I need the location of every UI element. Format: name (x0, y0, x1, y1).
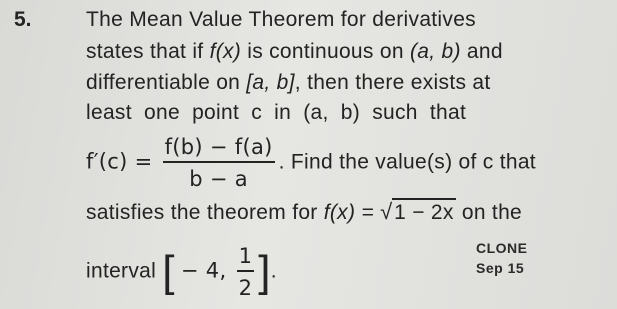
radical-sign-icon: √ (380, 199, 393, 224)
stamp-clone: CLONE (476, 240, 528, 256)
text: . Find the value(s) of c that (278, 150, 536, 174)
text: on the (455, 201, 523, 224)
interval-fraction (237, 244, 255, 300)
question-line-3 (86, 71, 491, 95)
mvt-fraction (163, 135, 275, 191)
left-bracket-icon: [ (162, 247, 175, 296)
interval-denominator: 2 (238, 276, 253, 300)
question-line-6 (86, 201, 522, 225)
square-root (380, 201, 456, 225)
text: states that if (86, 40, 210, 63)
text: and (460, 40, 503, 63)
mvt-lhs: f′(c) = (86, 149, 153, 174)
text: interval (86, 259, 157, 283)
right-bracket-icon: ] (258, 247, 271, 296)
closed-interval: [a, b] (246, 71, 295, 94)
question-line-2 (86, 40, 503, 64)
text: . (270, 259, 277, 283)
radicand: 1 − 2x (392, 198, 456, 224)
interval-line (86, 244, 277, 300)
function-fx: f(x) (209, 40, 242, 63)
open-interval: (a, b) (409, 40, 461, 63)
mvt-formula-line (86, 135, 536, 191)
text: satisfies the theorem for (86, 201, 324, 224)
function-definition: f(x) = (323, 201, 374, 224)
question-line-4: least one point c in (a, b) such that (86, 101, 467, 124)
mvt-numerator: f(b) − f(a) (163, 135, 275, 163)
mvt-denominator: b − a (189, 167, 248, 191)
text: differentiable on (86, 71, 247, 94)
text: is continuous on (241, 40, 410, 63)
text: , then there exists at (294, 71, 491, 94)
interval-left: − 4, (180, 258, 227, 283)
question-line-1: The Mean Value Theorem for derivatives (86, 8, 476, 31)
stamp-date: Sep 15 (476, 260, 525, 276)
question-number: 5. (14, 8, 32, 31)
interval-numerator: 1 (237, 244, 255, 272)
